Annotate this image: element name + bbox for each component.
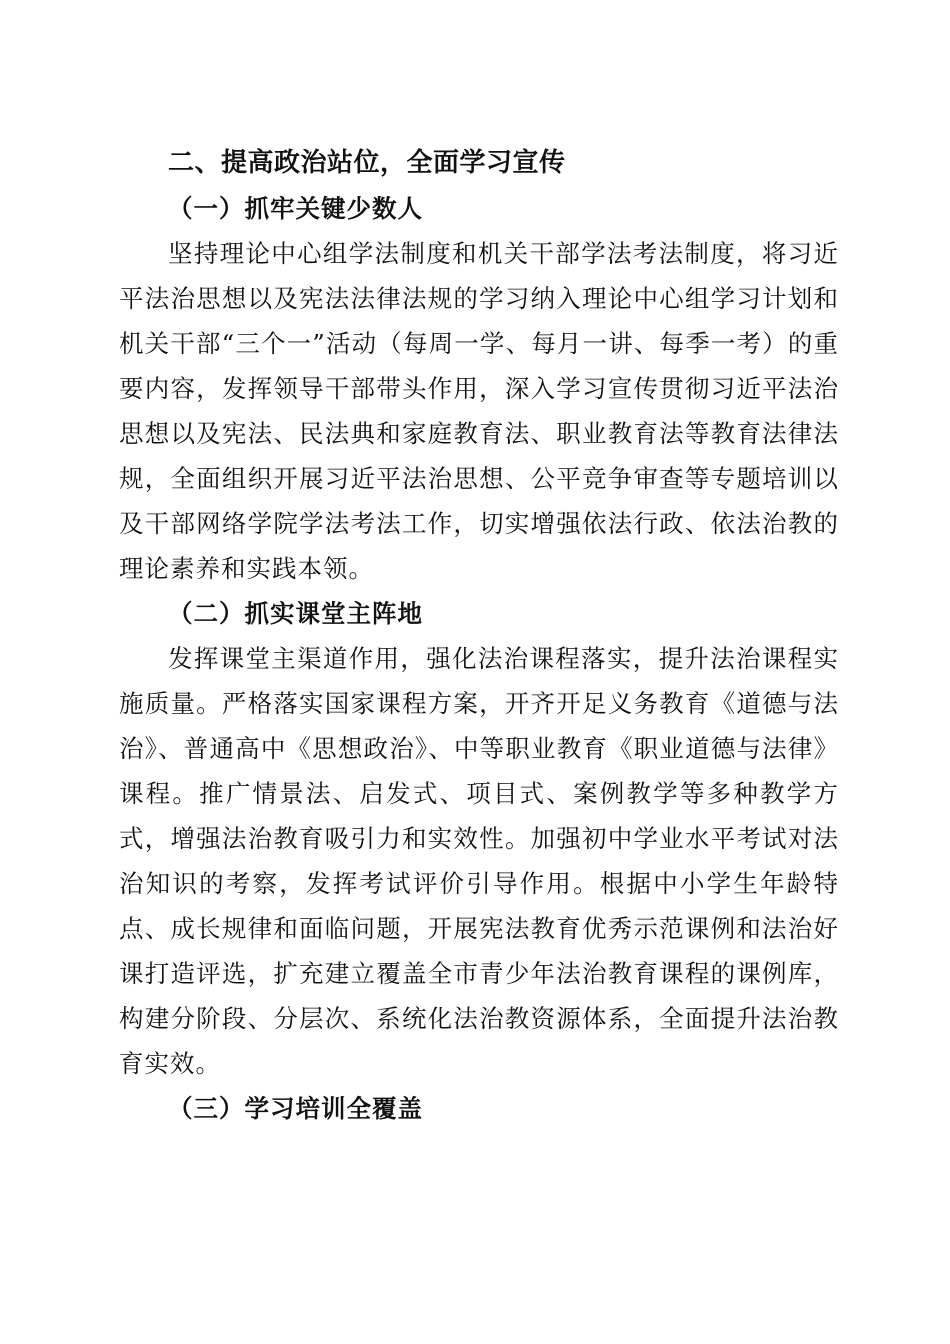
subsection-paragraph-2: 发挥课堂主渠道作用，强化法治课程落实，提升法治课程实施质量。严格落实国家课程方案，开齐开足义务教育《道德与法治》、普通高中《思想政治》、中等职业教育《职业道德与法律》课程。推广情景法、启发式、项目式、案例教学等多种教学方式，增强法治教育吸引力和实效性。加强初中学业水平考试对法治知识的考察，发挥考试评价引导作用。根据中小学生年龄特点、成长规律和面临问题，开展宪法教育优秀示范课例和法治好课打造评选，扩充建立覆盖全市青少年法治教育课程的课例库，构建分阶段、分层次、系统化法治教资源体系，全面提升法治教育实效。 — [119, 644, 839, 1078]
subsection-paragraph-1: 坚持理论中心组学法制度和机关干部学法考法制度，将习近平法治思想以及宪法法律法规的学习纳入理论中心组学习计划和机关干部“三个一”活动（每周一学、每月一讲、每季一考）的重要内容，发挥领导干部带头作用，深入学习宣传贯彻习近平法治思想以及宪法、民法典和家庭教育法、职业教育法等教育法律法规，全面组织开展习近平法治思想、公平竞争审查等专题培训以及干部网络学院学法考法工作，切实增强依法行政、依法治教的理论素养和实践本领。 — [119, 239, 839, 583]
subsection-title-1: （一）抓牢关键少数人 — [168, 194, 423, 223]
subsection-title-2: （二）抓实课堂主阵地 — [168, 599, 423, 628]
document-body — [119, 141, 839, 1131]
section-heading: 二、提高政治站位，全面学习宣传 — [168, 148, 566, 178]
subsection-title-3: （三）学习培训全覆盖 — [168, 1094, 423, 1123]
